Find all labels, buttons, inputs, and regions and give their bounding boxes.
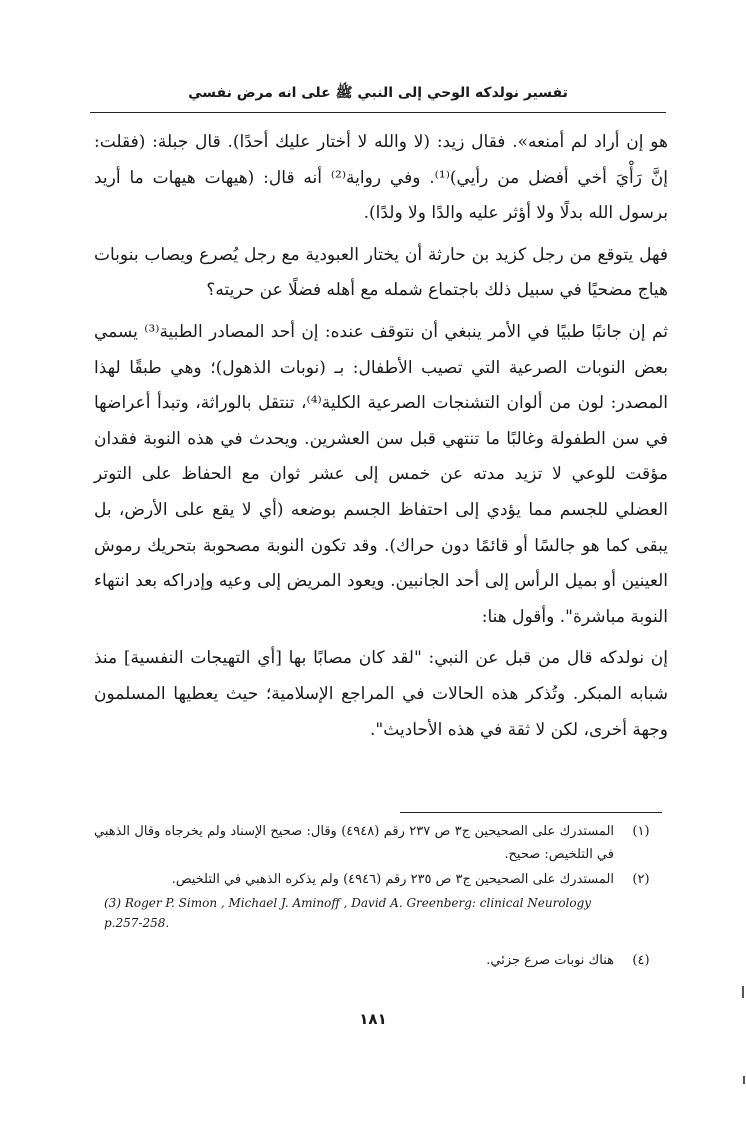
page-header-title: تفسير نولدكه الوحي إلى النبي ﷺ على انه مرض نفسي [188, 85, 568, 101]
paragraph-4: إن نولدكه قال من قبل عن النبي: "لقد كان مصابًا بها [أي التهيجات النفسية] منذ شبابه المبكر. وتُذكر هذه الحالات في المراجع الإسلامية؛ حيث يعطيها المسلمون وجهة أخرى، لكن لا ثقة في هذه الأحاديث". [94, 648, 668, 740]
footnote-2 [94, 868, 668, 891]
header-divider [90, 112, 666, 113]
page-number: ١٨١ [359, 1010, 387, 1028]
footnote-number: (٢) [632, 872, 650, 887]
footnote-number: (٤) [632, 953, 650, 968]
footnote-text: هناك نوبات صرع جزئي. [486, 953, 614, 968]
scan-edge-mark [743, 1076, 745, 1084]
paragraph-1: هو إن أراد لم أمنعه». فقال زيد: (لا والله لا أختار عليك أحدًا). قال جبلة: (فقلت: إنَّ رَأْيَ أخي أفضل من رأيي)⁽¹⁾. وفي رواية⁽²⁾ أنه قال: (هيهات هيهات ما أريد برسول الله بدلًا ولا أؤثر عليه والدًا ولا ولدًا). [94, 132, 668, 224]
footnote-1 [94, 820, 668, 866]
main-text [94, 125, 668, 754]
footnote-text: المستدرك على الصحيحين ج٣ ص ٢٣٧ رقم (٤٩٤٨) وقال: صحيح الإسناد ولم يخرجاه وقال الذهبي في التلخيص: صحيح. [94, 824, 615, 862]
footnote-3-reference: (3) Roger P. Simon , Michael J. Aminoff , David A. Greenberg: clinical Neurology p.257-258. [104, 896, 592, 930]
footnote-divider [400, 812, 662, 813]
footnote-4 [94, 949, 668, 972]
footnote-number: (١) [632, 824, 650, 839]
paragraph-3: ثم إن جانبًا طبيًا في الأمر ينبغي أن نتوقف عنده: إن أحد المصادر الطبية⁽³⁾ يسمي بعض النوبات الصرعية التي تصيب الأطفال: بـ (نوبات الذهول)؛ وهي طبقًا لهذا المصدر: لون من ألوان التشنجات الصرعية الكلية⁽⁴⁾، تنتقل بالوراثة، وتبدأ أعراضها في سن الطفولة وغالبًا ما تنتهي قبل سن العشرين. ويحدث في هذه النوبة فقدان مؤقت للوعي لا تزيد مدته عن خمس إلى عشر ثوان مع الحفاظ على التوتر العضلي للجسم مما يؤدي إلى احتفاظ الجسم بوضعه (أي لا يقع على الأرض، بل يبقى كما هو جالسًا أو قائمًا دون حراك). وقد تكون النوبة مصحوبة بتحريك رموش العينين أو بميل الرأس إلى أحد الجانبين. ويعود المريض إلى وعيه وإدراكه بعد انتهاء النوبة مباشرة". وأقول هنا: [94, 321, 669, 627]
paragraph-2: فهل يتوقع من رجل كزيد بن حارثة أن يختار العبودية مع رجل يُصرع ويصاب بنوبات هياج مضحيًا في سبيل ذلك باجتماع شمله مع أهله فضلًا عن حريته؟ [94, 244, 668, 301]
footnotes [94, 820, 668, 974]
footnote-text: المستدرك على الصحيحين ج٣ ص ٢٣٥ رقم (٤٩٤٦) ولم يذكره الذهبي في التلخيص. [171, 872, 614, 887]
scan-edge-mark [742, 986, 744, 998]
